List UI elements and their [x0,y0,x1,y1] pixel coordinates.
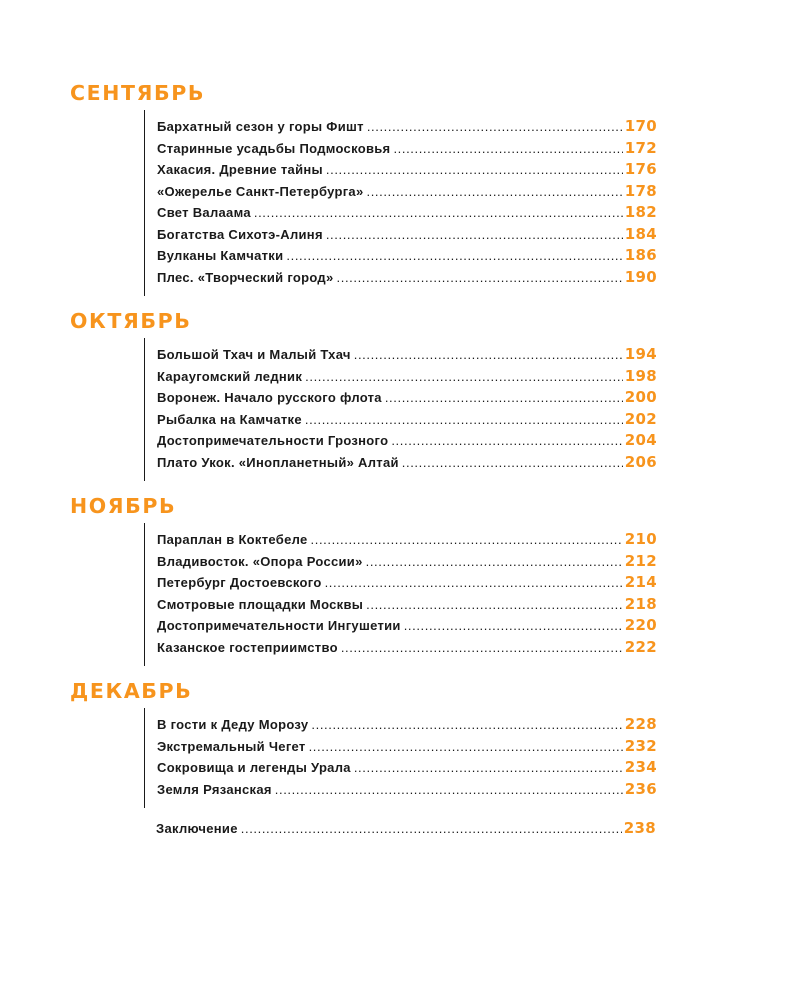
toc-entry[interactable] [157,551,657,573]
dot-leader [404,615,623,637]
dot-leader [254,202,623,224]
section-entries [144,110,657,296]
table-of-contents [70,76,660,840]
toc-entry[interactable] [157,344,657,366]
toc-entry[interactable] [157,714,657,736]
entry-page-number: 182 [624,203,657,221]
dot-leader [341,637,623,659]
entry-title: Большой Тхач и Малый Тхач [157,347,351,362]
entry-page-number: 222 [624,637,657,656]
toc-entry[interactable] [157,615,657,637]
toc-entry-closing[interactable] [156,818,656,840]
dot-leader [309,736,623,758]
toc-entry[interactable] [157,572,657,594]
entry-title: Параплан в Коктебеле [157,532,308,547]
section-entries [144,523,657,666]
dot-leader [402,452,623,474]
section-spacer [70,481,660,489]
entry-title: Бархатный сезон у горы Фишт [157,119,364,134]
dot-leader [354,757,623,779]
toc-entry[interactable] [157,116,657,138]
entry-page-number: 210 [624,530,657,548]
entry-page-number: 204 [624,431,657,449]
toc-section-december [70,674,660,808]
entry-page-number: 206 [624,452,657,471]
toc-entry[interactable] [157,637,657,659]
entry-page-number: 202 [624,409,657,428]
dot-leader [337,267,623,289]
dot-leader [391,430,622,452]
dot-leader [366,551,623,573]
entry-title: Сокровища и легенды Урала [157,760,351,775]
entry-page-number: 238 [623,819,656,837]
entry-title: «Ожерелье Санкт-Петербурга» [157,183,364,199]
toc-section-october [70,304,660,481]
section-title: НОЯБРЬ [70,494,177,518]
dot-leader [241,818,622,840]
entry-page-number: 172 [624,138,657,157]
entry-page-number: 234 [624,758,657,776]
entry-title: Казанское гостеприимство [157,639,338,655]
entry-page-number: 218 [624,594,657,613]
entry-title: Владивосток. «Опора России» [157,553,363,569]
toc-entry[interactable] [157,409,657,431]
dot-leader [367,116,623,138]
entry-page-number: 184 [624,224,657,243]
entry-page-number: 232 [624,736,657,755]
entry-title: Смотровые площадки Москвы [157,596,364,612]
entry-title: Плес. «Творческий город» [157,269,334,285]
toc-entry[interactable] [157,779,657,801]
section-entries [144,708,657,808]
section-spacer [70,666,660,674]
toc-entry[interactable] [157,387,657,409]
dot-leader [311,529,623,551]
entry-title: Заключение [156,821,238,836]
toc-entry[interactable] [157,366,657,388]
section-title: ОКТЯБРЬ [70,309,192,333]
dot-leader [366,181,622,203]
entry-page-number: 236 [624,779,657,798]
entry-page-number: 200 [624,388,657,406]
entry-title: Достопримечательности Грозного [157,433,389,448]
entry-page-number: 212 [624,551,657,570]
dot-leader [286,245,622,267]
dot-leader [305,409,623,431]
dot-leader [311,714,622,736]
dot-leader [366,594,623,616]
dot-leader [385,387,623,409]
entry-title: Караугомский ледник [157,368,303,384]
entry-page-number: 178 [624,181,657,200]
toc-entry[interactable] [157,245,657,267]
entry-page-number: 214 [624,573,657,591]
entry-page-number: 220 [624,616,657,634]
entry-title: В гости к Деду Морозу [157,717,309,732]
toc-section-september [70,76,660,296]
toc-entry[interactable] [157,224,657,246]
entry-title: Плато Укок. «Инопланетный» Алтай [157,454,399,470]
toc-closing [156,818,656,840]
section-spacer [70,296,660,304]
entry-title: Старинные усадьбы Подмосковья [157,140,391,156]
entry-page-number: 190 [624,267,657,286]
entry-page-number: 176 [624,160,657,178]
entry-page-number: 228 [624,715,657,733]
dot-leader [275,779,623,801]
entry-title: Петербург Достоевского [157,575,322,590]
entry-page-number: 198 [624,366,657,385]
toc-entry[interactable] [157,430,657,452]
entry-title: Вулканы Камчатки [157,248,284,263]
toc-entry[interactable] [157,452,657,474]
entry-title: Земля Рязанская [157,781,272,797]
toc-entry[interactable] [157,181,657,203]
entry-page-number: 194 [624,345,657,363]
toc-entry[interactable] [157,138,657,160]
entry-page-number: 186 [624,246,657,264]
entry-title: Достопримечательности Ингушетии [157,618,401,633]
entry-page-number: 170 [624,117,657,135]
toc-entry[interactable] [157,159,657,181]
entry-title: Богатства Сихотэ-Алиня [157,226,323,242]
dot-leader [393,138,622,160]
dot-leader [354,344,623,366]
toc-entry[interactable] [157,529,657,551]
entry-title: Хакасия. Древние тайны [157,162,323,177]
section-entries [144,338,657,481]
dot-leader [305,366,623,388]
toc-entry[interactable] [157,736,657,758]
entry-title: Экстремальный Чегет [157,738,306,754]
section-title: ДЕКАБРЬ [70,679,193,703]
toc-entry[interactable] [157,757,657,779]
entry-title: Свет Валаама [157,205,251,220]
toc-section-november [70,489,660,666]
dot-leader [326,224,623,246]
entry-title: Воронеж. Начало русского флота [157,390,382,405]
section-title: СЕНТЯБРЬ [70,81,206,105]
dot-leader [326,159,623,181]
toc-entry[interactable] [157,594,657,616]
toc-entry[interactable] [157,267,657,289]
toc-entry[interactable] [157,202,657,224]
dot-leader [325,572,623,594]
entry-title: Рыбалка на Камчатке [157,411,302,427]
